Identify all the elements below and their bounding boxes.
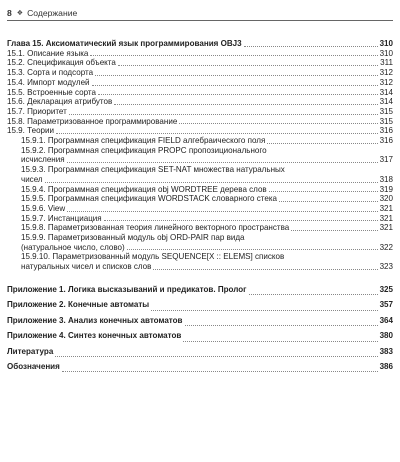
running-header-title: Содержание bbox=[27, 8, 78, 18]
toc-section-15-6[interactable]: 15.6. Декларация атрибутов 314 bbox=[7, 97, 393, 107]
table-of-contents bbox=[7, 39, 393, 374]
toc-appendix-3[interactable]: Приложение 3. Анализ конечных автоматов 364 bbox=[7, 315, 393, 325]
toc-literature[interactable]: Литература 383 bbox=[7, 346, 393, 356]
toc-subsection-15-9-5[interactable]: 15.9.5. Программная спецификация WORDSTACK словарного стека 320 bbox=[21, 194, 393, 204]
toc-section-15-1[interactable]: 15.1. Описание языка 310 bbox=[7, 48, 393, 58]
toc-appendices bbox=[7, 282, 393, 374]
toc-section-15-7[interactable]: 15.7. Приоритет 315 bbox=[7, 106, 393, 116]
toc-section-15-3[interactable]: 15.3. Сорта и подсорта 312 bbox=[7, 68, 393, 78]
toc-appendix-4[interactable]: Приложение 4. Синтез конечных автоматов 380 bbox=[7, 331, 393, 341]
toc-subsection-15-9-7[interactable]: 15.9.7. Инстанциация 321 bbox=[21, 213, 393, 223]
toc-appendix-2[interactable]: Приложение 2. Конечные автоматы 357 bbox=[7, 300, 393, 310]
toc-subsection-15-9-3[interactable]: 15.9.3. Программная спецификация SET-NAT множества натуральных чисел 318 bbox=[21, 165, 393, 184]
toc-chapter-15[interactable]: Глава 15. Аксиоматический язык программирования OBJ3 310 bbox=[7, 39, 393, 48]
toc-appendix-1[interactable]: Приложение 1. Логика высказываний и предикатов. Пролог 325 bbox=[7, 284, 393, 294]
toc-subsection-15-9-10[interactable]: 15.9.10. Параметризованный модуль SEQUENCE[X :: ELEMS] списков натуральных чисел и списков слов 323 bbox=[21, 252, 393, 272]
toc-subsection-15-9-9[interactable]: 15.9.9. Параметризованный модуль obj ORD-PAIR пар вида (натуральное число, слово) 322 bbox=[21, 233, 393, 252]
toc-subsection-15-9-6[interactable]: 15.9.6. View 321 bbox=[21, 203, 393, 213]
page-number: 8 bbox=[7, 8, 12, 18]
header-rule bbox=[7, 20, 393, 21]
toc-section-15-5[interactable]: 15.5. Встроенные сорта 314 bbox=[7, 87, 393, 97]
toc-section-15-2[interactable]: 15.2. Спецификация объекта 311 bbox=[7, 58, 393, 68]
toc-subsection-15-9-1[interactable]: 15.9.1. Программная спецификация FIELD алгебраического поля 316 bbox=[21, 136, 393, 146]
toc-section-15-8[interactable]: 15.8. Параметризованное программирование 315 bbox=[7, 116, 393, 126]
toc-section-15-9[interactable]: 15.9. Теории 316 bbox=[7, 126, 393, 136]
ornament-icon: ❖ bbox=[16, 10, 24, 17]
toc-section-15-4[interactable]: 15.4. Импорт модулей 312 bbox=[7, 77, 393, 87]
toc-subsection-15-9-4[interactable]: 15.9.4. Программная спецификация obj WORDTREE дерева слов 319 bbox=[21, 184, 393, 194]
toc-notation[interactable]: Обозначения 386 bbox=[7, 361, 393, 371]
running-header bbox=[7, 6, 393, 20]
toc-subsection-15-9-8[interactable]: 15.9.8. Параметризованная теория линейного векторного пространства 321 bbox=[21, 223, 393, 233]
toc-subsection-15-9-2[interactable]: 15.9.2. Программная спецификация PROPC пропозиционального исчисления 317 bbox=[21, 145, 393, 165]
